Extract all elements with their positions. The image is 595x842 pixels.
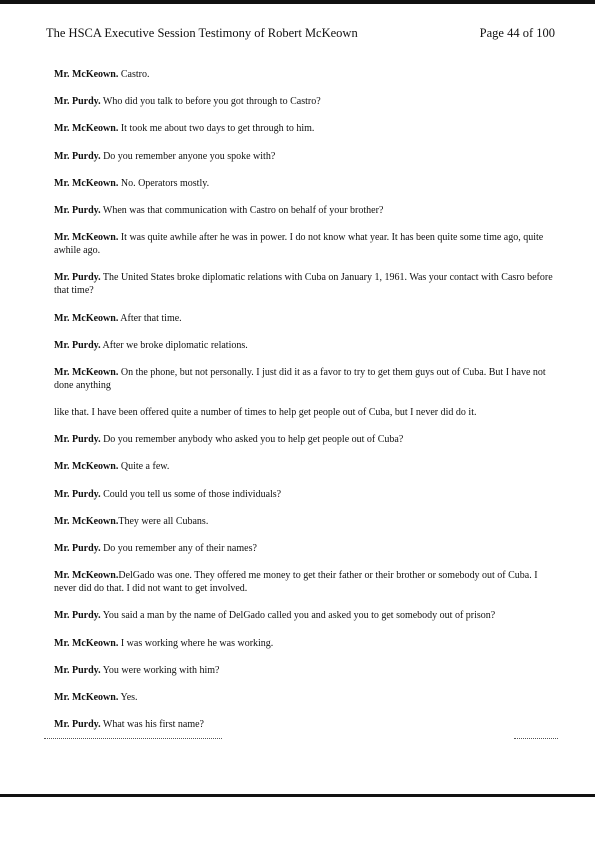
transcript-paragraph bbox=[54, 718, 553, 731]
transcript-paragraph bbox=[54, 609, 553, 622]
transcript-paragraph bbox=[54, 339, 553, 352]
speech-text: I was working where he was working. bbox=[118, 637, 274, 649]
speaker-name: Mr. McKeown. bbox=[54, 691, 119, 703]
speaker-name: Mr. Purdy. bbox=[54, 610, 101, 622]
speaker-name: Mr. McKeown. bbox=[54, 232, 119, 244]
transcript-paragraph bbox=[54, 68, 553, 81]
transcript-paragraph bbox=[54, 637, 553, 650]
speech-text: Could you tell us some of those individuals? bbox=[100, 488, 282, 500]
speaker-name: Mr. McKeown. bbox=[54, 637, 119, 649]
speech-text: Do you remember anybody who asked you to help get people out of Cuba? bbox=[100, 434, 404, 446]
speech-text: On the phone, but not personally. I just did it as a favor to try to get them guys out of Cuba. But I have not done anything bbox=[54, 366, 546, 391]
speech-text: The United States broke diplomatic relations with Cuba on January 1, 1961. Was your contact with Casro before that time? bbox=[54, 272, 553, 297]
transcript-paragraph bbox=[54, 664, 553, 677]
speech-text: like that. I have been offered quite a number of times to help get people out of Cuba, but I never did do it. bbox=[54, 407, 477, 419]
speaker-name: Mr. Purdy. bbox=[54, 719, 101, 731]
speech-text: Do you remember anyone you spoke with? bbox=[100, 150, 276, 162]
transcript-paragraph bbox=[54, 271, 553, 297]
top-border-rule bbox=[0, 0, 595, 4]
speech-text: Quite a few. bbox=[118, 461, 170, 473]
speaker-name: Mr. Purdy. bbox=[54, 543, 101, 554]
speaker-name: Mr. Purdy. bbox=[54, 96, 101, 108]
speaker-name: Mr. Purdy. bbox=[54, 488, 101, 500]
transcript-paragraph bbox=[54, 515, 553, 528]
speaker-name: Mr. McKeown. bbox=[54, 312, 119, 324]
testimony-transcript bbox=[54, 68, 553, 745]
transcript-paragraph bbox=[54, 95, 553, 108]
speech-text: You said a man by the name of DelGado called you and asked you to get somebody out of prison? bbox=[100, 610, 496, 622]
speaker-name: Mr. Purdy. bbox=[54, 434, 101, 446]
transcript-paragraph bbox=[54, 488, 553, 501]
speaker-name: Mr. Purdy. bbox=[54, 150, 101, 162]
speech-text: What was his first name? bbox=[100, 719, 204, 731]
transcript-paragraph bbox=[54, 569, 553, 595]
speaker-name: Mr. Purdy. bbox=[54, 664, 101, 676]
speech-text: It was quite awhile after he was in power. I do not know what year. It has been quite some time ago, quite awhile ago. bbox=[54, 232, 544, 257]
page-number: Page 44 of 100 bbox=[479, 26, 555, 40]
speech-text: After that time. bbox=[118, 312, 182, 324]
speaker-name: Mr. McKeown. bbox=[54, 461, 119, 473]
scan-artifact-line bbox=[514, 738, 558, 741]
speaker-name: Mr. McKeown. bbox=[54, 515, 119, 527]
transcript-paragraph bbox=[54, 542, 553, 555]
speech-text: Yes. bbox=[118, 691, 138, 703]
transcript-paragraph bbox=[54, 177, 553, 190]
speech-text: No. Operators mostly. bbox=[118, 177, 210, 189]
page-header bbox=[46, 26, 555, 41]
speaker-name: Mr. McKeown. bbox=[54, 570, 119, 582]
bottom-border-rule bbox=[0, 794, 595, 797]
speech-text: You were working with him? bbox=[100, 664, 220, 676]
transcript-paragraph bbox=[54, 433, 553, 446]
transcript-paragraph bbox=[54, 231, 553, 257]
transcript-paragraph bbox=[54, 406, 553, 419]
transcript-paragraph bbox=[54, 122, 553, 135]
transcript-paragraph bbox=[54, 366, 553, 392]
speech-text: They were all Cubans. bbox=[118, 515, 209, 527]
transcript-paragraph bbox=[54, 312, 553, 325]
speaker-name: Mr. McKeown. bbox=[54, 366, 119, 378]
speaker-name: Mr. Purdy. bbox=[54, 339, 101, 351]
speech-text: Who did you talk to before you got through to Castro? bbox=[100, 96, 321, 108]
document-title: The HSCA Executive Session Testimony of Robert McKeown bbox=[46, 26, 358, 40]
speech-text: Do you remember any of their names? bbox=[100, 543, 257, 554]
speech-text: After we broke diplomatic relations. bbox=[100, 339, 248, 351]
transcript-paragraph bbox=[54, 691, 553, 704]
speaker-name: Mr. McKeown. bbox=[54, 177, 119, 189]
transcript-paragraph bbox=[54, 204, 553, 217]
speech-text: Castro. bbox=[118, 69, 150, 80]
transcript-paragraph bbox=[54, 150, 553, 163]
speaker-name: Mr. Purdy. bbox=[54, 272, 101, 284]
transcript-paragraph bbox=[54, 460, 553, 473]
speech-text: It took me about two days to get through to him. bbox=[118, 123, 315, 135]
speaker-name: Mr. Purdy. bbox=[54, 204, 101, 216]
scan-artifact-line bbox=[44, 738, 222, 741]
speech-text: DelGado was one. They offered me money to get their father or their brother or somebody out of Cuba. I never did do that. I did not want to get involved. bbox=[54, 570, 538, 595]
speaker-name: Mr. McKeown. bbox=[54, 123, 119, 135]
speech-text: When was that communication with Castro on behalf of your brother? bbox=[100, 204, 384, 216]
speaker-name: Mr. McKeown. bbox=[54, 69, 119, 80]
